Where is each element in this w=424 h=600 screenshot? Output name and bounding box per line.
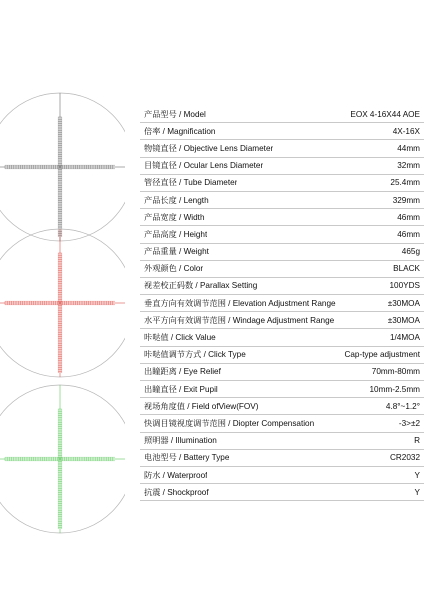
spec-label: 产品宽度 / Width <box>144 212 205 222</box>
spec-value: 70mm-80mm <box>371 367 420 377</box>
spec-label: 外观颜色 / Color <box>144 264 204 274</box>
spec-label: 抗震 / Shockproof <box>144 487 209 497</box>
spec-label: 倍率 / Magnification <box>144 126 216 136</box>
spec-row <box>140 381 424 398</box>
spec-label: 产品重量 / Weight <box>144 247 209 257</box>
spec-row <box>140 192 424 209</box>
spec-label: 视场角度值 / Field ofView(FOV) <box>144 401 259 411</box>
spec-row <box>140 312 424 329</box>
spec-row <box>140 295 424 312</box>
spec-value: Y <box>414 487 420 497</box>
spec-value: 4.8°~1.2° <box>385 401 420 411</box>
spec-value: BLACK <box>393 264 420 274</box>
spec-label: 水平方向有效调节范围 / Windage Adjustment Range <box>144 315 335 325</box>
spec-row <box>140 347 424 364</box>
spec-value: 25.4mm <box>390 178 420 188</box>
spec-label: 产品长度 / Length <box>144 195 209 205</box>
spec-row <box>140 329 424 346</box>
spec-label: 咔哒值调节方式 / Click Type <box>144 350 246 360</box>
spec-row <box>140 467 424 484</box>
spec-label: 快调目镜视度调节范围 / Diopter Compensation <box>144 418 315 428</box>
spec-value: 1/4MOA <box>389 333 420 343</box>
spec-row <box>140 123 424 140</box>
spec-label: 目镜直径 / Ocular Lens Diameter <box>144 161 264 171</box>
spec-label: 物镜直径 / Objective Lens Diameter <box>144 143 274 153</box>
spec-value: 32mm <box>397 161 420 171</box>
spec-row <box>140 278 424 295</box>
green-reticle <box>0 384 125 534</box>
spec-value: 46mm <box>397 212 420 222</box>
spec-label: 视差校正码数 / Parallax Setting <box>144 281 258 291</box>
spec-row <box>140 433 424 450</box>
spec-value: CR2032 <box>389 453 420 463</box>
spec-table <box>140 106 424 501</box>
spec-label: 出瞳直径 / Exit Pupil <box>144 384 218 394</box>
spec-value: Y <box>414 470 420 480</box>
red-reticle <box>0 228 125 378</box>
spec-label: 防水 / Waterproof <box>144 470 208 480</box>
spec-label: 垂直方向有效调节范围 / Elevation Adjustment Range <box>144 298 336 308</box>
spec-value: ±30MOA <box>387 315 420 325</box>
spec-row <box>140 415 424 432</box>
spec-label: 产品型号 / Model <box>144 109 206 119</box>
reticle-column <box>0 0 125 600</box>
spec-value: Cap-type adjustment <box>344 350 420 360</box>
spec-row <box>140 484 424 501</box>
spec-row <box>140 261 424 278</box>
spec-value: ±30MOA <box>387 298 420 308</box>
spec-label: 照明器 / Illumination <box>144 436 217 446</box>
spec-row <box>140 209 424 226</box>
spec-row <box>140 140 424 157</box>
spec-value: 465g <box>401 247 420 257</box>
spec-label: 咔哒值 / Click Value <box>144 333 216 343</box>
spec-label: 出瞳距离 / Eye Relief <box>144 367 221 377</box>
spec-row <box>140 244 424 261</box>
spec-value: R <box>414 436 420 446</box>
black-reticle <box>0 92 125 242</box>
spec-label: 电池型号 / Battery Type <box>144 453 230 463</box>
spec-value: 46mm <box>397 229 420 239</box>
spec-row <box>140 398 424 415</box>
spec-label: 管径直径 / Tube Diameter <box>144 178 238 188</box>
spec-value: 100YDS <box>389 281 420 291</box>
spec-value: 329mm <box>392 195 420 205</box>
spec-row <box>140 175 424 192</box>
spec-value: 10mm-2.5mm <box>369 384 420 394</box>
spec-row <box>140 158 424 175</box>
spec-row <box>140 106 424 123</box>
spec-value: 4X-16X <box>392 126 420 136</box>
spec-value: 44mm <box>397 143 420 153</box>
spec-row <box>140 364 424 381</box>
spec-row <box>140 226 424 243</box>
spec-value: EOX 4-16X44 AOE <box>350 109 420 119</box>
spec-value: -3>±2 <box>398 418 420 428</box>
spec-row <box>140 450 424 467</box>
spec-label: 产品高度 / Height <box>144 229 208 239</box>
